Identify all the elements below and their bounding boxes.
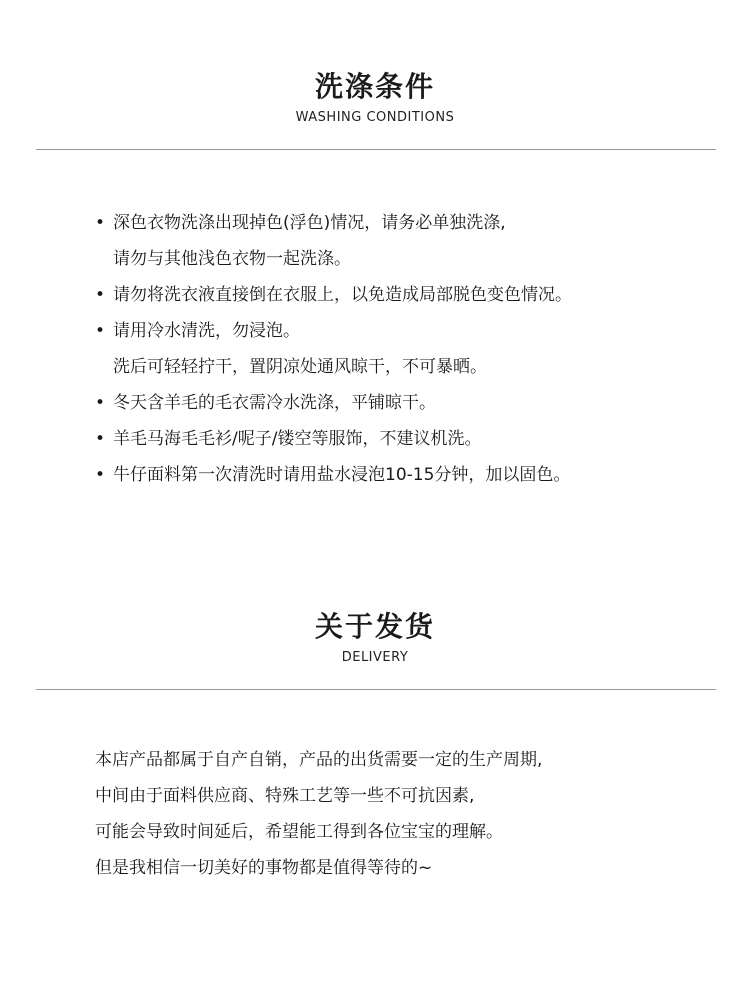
delivery-title: 关于发货 — [314, 610, 435, 643]
washing-item — [95, 457, 715, 493]
bullet-icon: • — [95, 465, 106, 485]
washing-item — [95, 385, 715, 421]
delivery-divider — [36, 689, 716, 690]
washing-list — [95, 205, 715, 493]
bullet-icon: • — [95, 321, 106, 341]
bullet-icon: • — [95, 429, 106, 449]
delivery-text — [95, 742, 715, 886]
washing-header — [0, 70, 750, 126]
washing-subtitle: WASHING CONDITIONS — [295, 110, 455, 125]
washing-title: 洗涤条件 — [314, 70, 435, 103]
washing-item-line: 深色衣物洗涤出现掉色(浮色)情况，请务必单独洗涤, — [113, 213, 506, 233]
washing-item — [95, 277, 715, 313]
bullet-icon: • — [95, 213, 106, 233]
washing-item — [95, 421, 715, 457]
washing-item-line: 请用冷水清洗，勿浸泡。 — [113, 321, 300, 341]
washing-item-line: 牛仔面料第一次清洗时请用盐水浸泡10-15分钟，加以固色。 — [113, 465, 571, 485]
washing-item-line: 冬天含羊毛的毛衣需冷水洗涤，平铺晾干。 — [113, 393, 436, 413]
delivery-line: 本店产品都属于自产自销，产品的出货需要一定的生产周期, — [95, 750, 543, 770]
washing-item-continuation — [95, 241, 715, 277]
washing-item-continuation — [95, 349, 715, 385]
bullet-icon: • — [95, 393, 106, 413]
washing-item — [95, 205, 715, 241]
delivery-line: 中间由于面料供应商、特殊工艺等一些不可抗因素, — [95, 786, 475, 806]
washing-divider — [36, 149, 716, 150]
washing-item-line: 洗后可轻轻拧干，置阴凉处通风晾干，不可暴晒。 — [113, 357, 487, 377]
delivery-line: 但是我相信一切美好的事物都是值得等待的~ — [95, 858, 433, 878]
washing-item-line: 请勿与其他浅色衣物一起洗涤。 — [113, 249, 351, 269]
washing-item-line: 羊毛马海毛毛衫/呢子/镂空等服饰，不建议机洗。 — [113, 429, 482, 449]
bullet-icon: • — [95, 285, 106, 305]
washing-item — [95, 313, 715, 349]
delivery-header — [0, 610, 750, 666]
delivery-subtitle: DELIVERY — [341, 650, 409, 665]
washing-item-line: 请勿将洗衣液直接倒在衣服上，以免造成局部脱色变色情况。 — [113, 285, 572, 305]
delivery-line: 可能会导致时间延后，希望能工得到各位宝宝的理解。 — [95, 822, 503, 842]
